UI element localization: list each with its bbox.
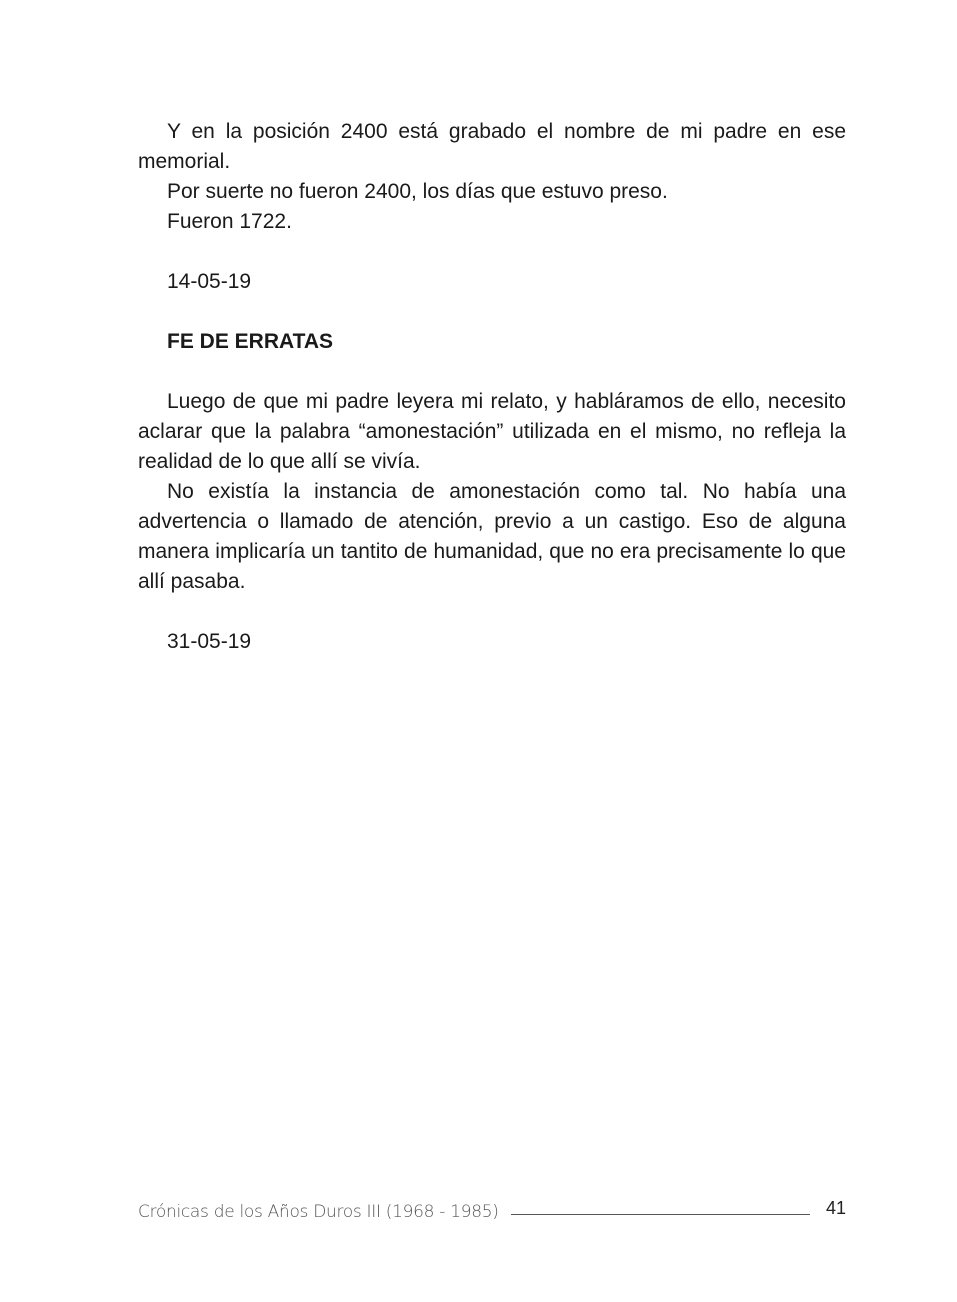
footer-rule [511,1214,810,1215]
spacer [138,597,846,627]
page-number: 41 [825,1197,846,1218]
spacer [138,357,846,387]
paragraph-days-imprisoned: Por suerte no fueron 2400, los días que estuvo preso. [167,180,668,203]
page-body [138,117,846,657]
date-second: 31-05-19 [167,630,252,653]
date-first: 14-05-19 [167,270,252,293]
spacer [138,237,846,267]
book-title: Crónicas de los Años Duros III (1968 - 1985) [138,1202,499,1222]
paragraph-errata-intro: Luego de que mi padre leyera mi relato, y habláramos de ello, necesito aclarar que la palabra “amonestación” utilizada en el mismo, no refleja la realidad de lo que allí se vivía. [138,390,846,473]
paragraph-memorial: Y en la posición 2400 está grabado el nombre de mi padre en ese memorial. [138,120,846,173]
page-footer [138,1198,846,1226]
paragraph-1722: Fueron 1722. [167,210,292,233]
section-heading: FE DE ERRATAS [167,330,334,353]
spacer [138,297,846,327]
paragraph-errata-detail: No existía la instancia de amonestación como tal. No había una advertencia o llamado de atención, previo a un castigo. Eso de alguna manera implicaría un tantito de humanidad, que no era precisamente lo que allí pasaba. [138,480,846,593]
